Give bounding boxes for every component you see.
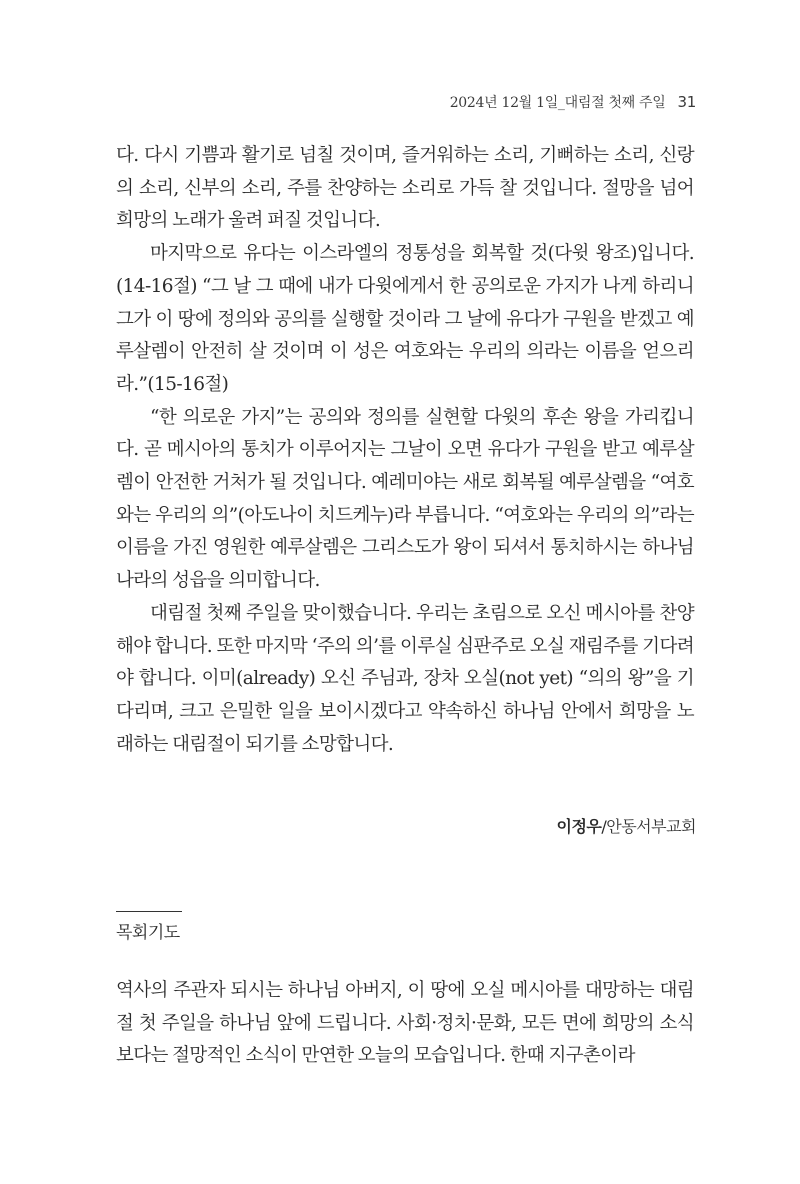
running-title: 2024년 12월 1일_대림절 첫째 주일 (449, 95, 666, 111)
church-name: 안동서부교회 (606, 817, 696, 836)
section-divider (116, 911, 182, 912)
section-title: 목회기도 (116, 923, 180, 943)
sermon-body (116, 140, 694, 761)
body-paragraph: 대림절 첫째 주일을 맞이했습니다. 우리는 초림으로 오신 메시아를 찬양해야 합니다. 또한 마지막 ‘주의 의’를 이루실 심판주로 오실 재림주를 기다려야 합니다. 이미(already) 오신 주님과, 장차 오실(not yet) “의의 왕”을 기다리며, 크고 은밀한 일을 보이시겠다고 약속하신 하나님 안에서 희망을 노래하는 대림절이 되기를 소망합니다. (116, 602, 694, 755)
prayer-body (116, 975, 694, 1073)
prayer-paragraph: 역사의 주관자 되시는 하나님 아버지, 이 땅에 오실 메시아를 대망하는 대림절 첫 주일을 하나님 앞에 드립니다. 사회·정치·문화, 모든 면에 희망의 소식보다는 절망적인 소식이 만연한 오늘의 모습입니다. 한때 지구촌이라 (116, 980, 694, 1067)
author-signature (556, 814, 696, 837)
body-paragraph: “한 의로운 가지”는 공의와 정의를 실현할 다윗의 후손 왕을 가리킵니다. 곧 메시아의 통치가 이루어지는 그날이 오면 유다가 구원을 받고 예루살렘이 안전한 거처가 될 것입니다. 예레미야는 새로 회복될 예루살렘을 “여호와는 우리의 의”(아도나이 치드케누)라 부릅니다. “여호와는 우리의 의”라는 이름을 가진 영원한 예루살렘은 그리스도가 왕이 되셔서 통치하시는 하나님 나라의 성읍을 의미합니다. (116, 406, 694, 592)
signature-separator: / (601, 817, 607, 836)
running-header (450, 92, 696, 112)
body-paragraph: 다. 다시 기쁨과 활기로 넘칠 것이며, 즐거워하는 소리, 기뻐하는 소리, 신랑의 소리, 신부의 소리, 주를 찬양하는 소리로 가득 찰 것입니다. 절망을 넘어 희망의 노래가 울려 퍼질 것입니다. (116, 145, 694, 232)
body-paragraph: 마지막으로 유다는 이스라엘의 정통성을 회복할 것(다윗 왕조)입니다. (14-16절) “그 날 그 때에 내가 다윗에게서 한 공의로운 가지가 나게 하리니 그가 이 땅에 정의와 공의를 실행할 것이라 그 날에 유다가 구원을 받겠고 예루살렘이 안전히 살 것이며 이 성은 여호와는 우리의 의라는 이름을 얻으리라.”(15-16절) (116, 243, 694, 395)
author-name: 이정우 (556, 817, 602, 836)
page-number: 31 (677, 93, 696, 111)
